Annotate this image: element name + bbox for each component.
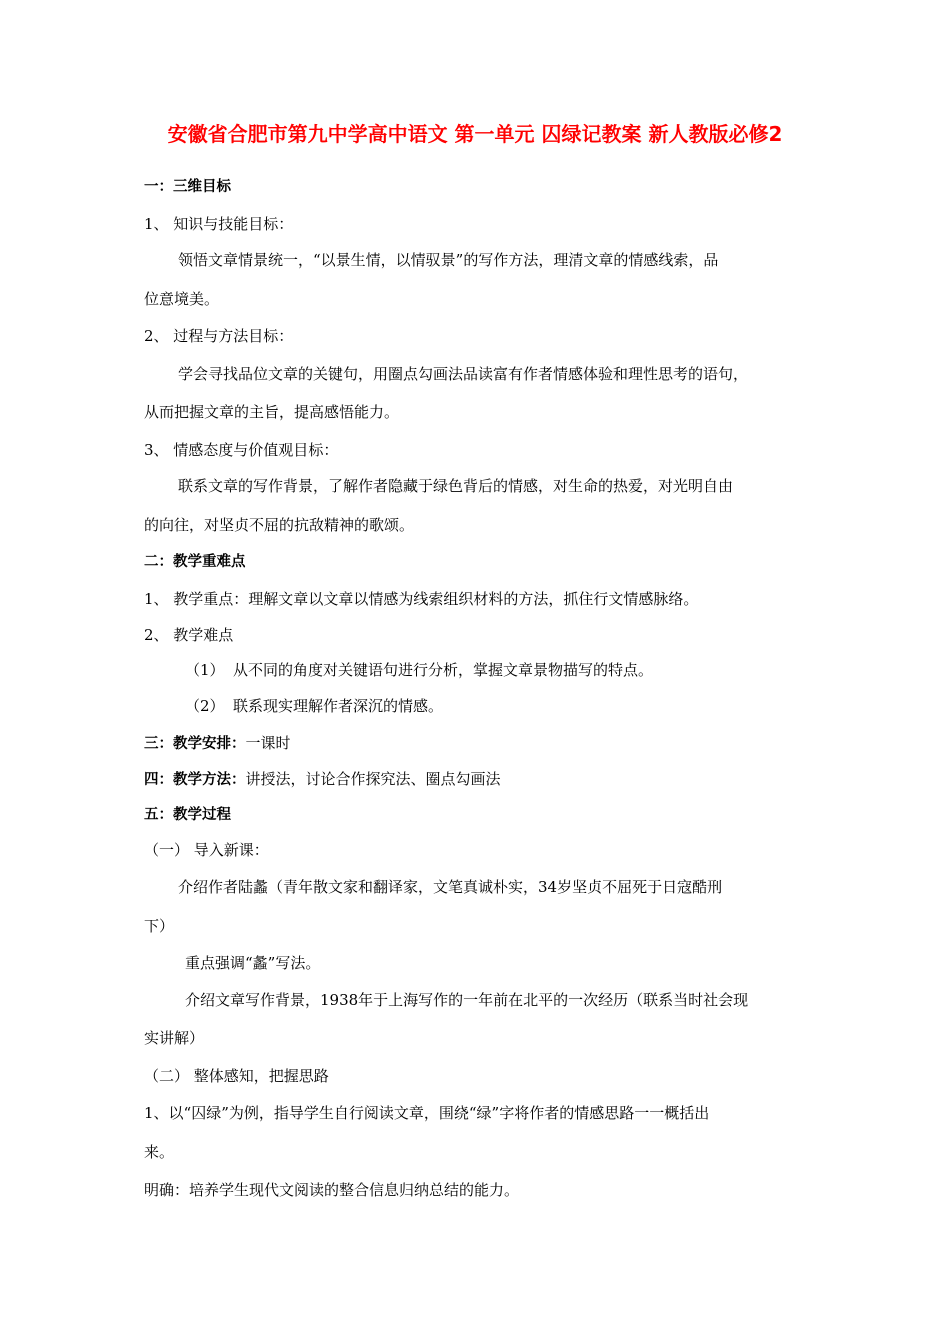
difficulty-sub-1-number: （1）	[185, 661, 225, 679]
clarification: 明确：培养学生现代文阅读的整合信息归纳总结的能力。	[144, 1181, 520, 1199]
document-title: 安徽省合肥市第九中学高中语文 第一单元 囚绿记教案 新人教版必修2	[167, 122, 783, 146]
section-heading-process: 五：教学过程	[144, 807, 231, 823]
character-emphasis: 重点强调“蠡”写法。	[185, 954, 321, 972]
background-intro-cont: 实讲解）	[144, 1029, 205, 1047]
objective-3-text-cont: 的向往，对坚贞不屈的抗敌精神的歌颂。	[144, 516, 415, 534]
methods-value: 讲授法，讨论合作探究法、圈点勾画法	[245, 770, 501, 788]
difficulty-sub-1	[185, 660, 865, 680]
section-methods	[144, 769, 824, 790]
difficulty-sub-2	[185, 696, 865, 716]
section-heading-key-points: 二：教学重难点	[144, 554, 246, 570]
key-point-item-1: 1、 教学重点：理解文章以文章以情感为线索组织材料的方法，抓住行文情感脉络。	[144, 590, 699, 608]
difficulty-sub-2-text: 联系现实理解作者深沉的情感。	[233, 697, 444, 715]
objective-2-text-cont: 从而把握文章的主旨，提高感悟能力。	[144, 403, 400, 421]
objective-item-1: 1、 知识与技能目标：	[144, 215, 294, 233]
schedule-label: 三：教学安排：	[144, 736, 246, 752]
background-intro: 介绍文章写作背景，1938年于上海写作的一年前在北平的一次经历（联系当时社会现	[185, 991, 749, 1009]
schedule-value: 一课时	[245, 734, 291, 752]
author-intro: 介绍作者陆蠡（青年散文家和翻译家，文笔真诚朴实，34岁坚贞不屈死于日寇酷刑	[178, 878, 723, 896]
reading-task: 1、以“囚绿”为例，指导学生自行阅读文章，围绕“绿”字将作者的情感思路一一概括出	[144, 1104, 710, 1122]
objective-1-text-cont: 位意境美。	[144, 290, 220, 308]
reading-task-cont: 来。	[144, 1143, 175, 1161]
objective-2-text: 学会寻找品位文章的关键句，用圈点勾画法品读富有作者情感体验和理性思考的语句，	[178, 365, 749, 383]
objective-3-text: 联系文章的写作背景，了解作者隐藏于绿色背后的情感，对生命的热爱，对光明自由	[178, 477, 734, 495]
section-heading-objectives: 一：三维目标	[144, 179, 231, 195]
section-schedule	[144, 733, 824, 754]
process-part-1: （一） 导入新课：	[144, 841, 269, 859]
difficulty-sub-1-text: 从不同的角度对关键语句进行分析，掌握文章景物描写的特点。	[233, 661, 654, 679]
objective-1-text: 领悟文章情景统一，“以景生情，以情驭景”的写作方法，理清文章的情感线索，品	[178, 251, 719, 269]
methods-label: 四：教学方法：	[144, 772, 246, 788]
process-part-2: （二） 整体感知，把握思路	[144, 1067, 329, 1085]
author-intro-cont: 下）	[144, 917, 175, 935]
key-point-item-2: 2、 教学难点	[144, 626, 234, 644]
objective-item-2: 2、 过程与方法目标：	[144, 327, 294, 345]
difficulty-sub-2-number: （2）	[185, 697, 225, 715]
objective-item-3: 3、 情感态度与价值观目标：	[144, 441, 339, 459]
